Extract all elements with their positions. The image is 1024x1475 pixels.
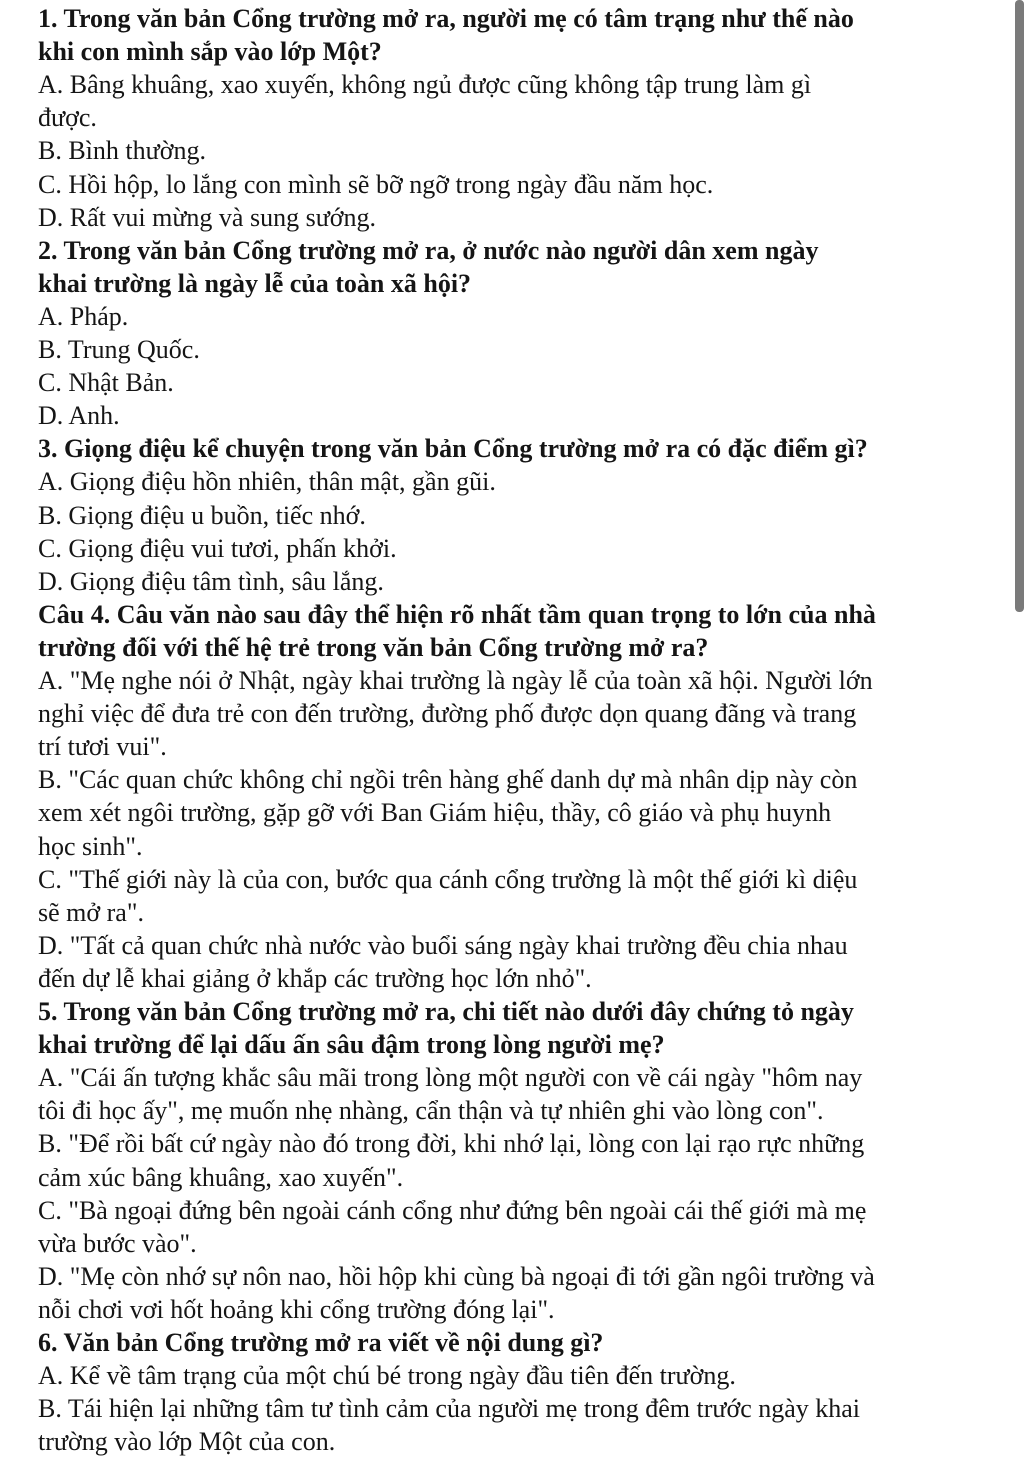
question-4-option-d-line-2: đến dự lễ khai giảng ở khắp các trường học lớn nhỏ". bbox=[38, 963, 592, 993]
question-6-option-a: A. Kể về tâm trạng của một chú bé trong ngày đầu tiên đến trường. bbox=[38, 1361, 736, 1391]
question-3-option-b: B. Giọng điệu u buồn, tiếc nhớ. bbox=[38, 500, 366, 530]
question-4-option-a-line-1: A. "Mẹ nghe nói ở Nhật, ngày khai trường là ngày lễ của toàn xã hội. Người lớn bbox=[38, 666, 873, 695]
question-1-title-line-2: khi con mình sắp vào lớp Một? bbox=[38, 37, 382, 67]
question-5-option-b-line-1: B. "Để rồi bất cứ ngày nào đó trong đời, khi nhớ lại, lòng con lại rạo rực những bbox=[38, 1129, 865, 1159]
question-6-title: 6. Văn bản Cổng trường mở ra viết về nội dung gì? bbox=[38, 1328, 604, 1357]
question-4-title-line-1: Câu 4. Câu văn nào sau đây thể hiện rõ nhất tầm quan trọng to lớn của nhà bbox=[38, 599, 876, 629]
question-1-option-d: D. Rất vui mừng và sung sướng. bbox=[38, 202, 377, 232]
question-2-option-a: A. Pháp. bbox=[38, 301, 129, 331]
question-1-title-line-1: 1. Trong văn bản Cổng trường mở ra, người mẹ có tâm trạng như thế nào bbox=[38, 4, 854, 33]
question-4-option-d-line-1: D. "Tất cả quan chức nhà nước vào buổi sáng ngày khai trường đều chia nhau bbox=[38, 930, 848, 960]
question-4-option-a-line-2: nghỉ việc để đưa trẻ con đến trường, đường phố được dọn quang đãng và trang bbox=[38, 699, 857, 729]
question-6-option-b-line-2: trường vào lớp Một của con. bbox=[38, 1427, 336, 1457]
question-4-option-a-line-3: trí tươi vui". bbox=[38, 732, 167, 762]
question-4-option-b-line-3: học sinh". bbox=[38, 831, 143, 861]
question-2-option-b: B. Trung Quốc. bbox=[38, 335, 200, 364]
question-1-option-a-line-2: được. bbox=[38, 103, 97, 133]
question-3-option-c: C. Giọng điệu vui tươi, phấn khởi. bbox=[38, 533, 397, 563]
question-5-option-b-line-2: cảm xúc bâng khuâng, xao xuyến". bbox=[38, 1162, 404, 1192]
question-5-option-c-line-1: C. "Bà ngoại đứng bên ngoài cánh cổng như đứng bên ngoài cái thế giới mà mẹ bbox=[38, 1195, 867, 1225]
question-5-title-line-2: khai trường để lại dấu ấn sâu đậm trong lòng người mẹ? bbox=[38, 1030, 665, 1060]
question-5-title-line-1: 5. Trong văn bản Cổng trường mở ra, chi tiết nào dưới đây chứng tỏ ngày bbox=[38, 997, 854, 1026]
question-2-option-c: C. Nhật Bản. bbox=[38, 368, 174, 398]
question-5-option-a-line-2: tôi đi học ấy", mẹ muốn nhẹ nhàng, cẩn thận và tự nhiên ghi vào lòng con". bbox=[38, 1096, 824, 1126]
question-1-option-b: B. Bình thường. bbox=[38, 136, 206, 166]
question-2-option-d: D. Anh. bbox=[38, 401, 120, 431]
question-1-option-c: C. Hồi hộp, lo lắng con mình sẽ bỡ ngỡ trong ngày đầu năm học. bbox=[38, 169, 714, 199]
question-3-option-d: D. Giọng điệu tâm tình, sâu lắng. bbox=[38, 566, 384, 596]
question-3-title: 3. Giọng điệu kể chuyện trong văn bản Cổng trường mở ra có đặc điểm gì? bbox=[38, 434, 868, 464]
question-4-option-b-line-1: B. "Các quan chức không chỉ ngồi trên hàng ghế danh dự mà nhân dịp này còn bbox=[38, 765, 858, 795]
question-5-option-d-line-1: D. "Mẹ còn nhớ sự nôn nao, hồi hộp khi cùng bà ngoại đi tới gần ngôi trường và bbox=[38, 1261, 875, 1291]
question-4-option-c-line-1: C. "Thế giới này là của con, bước qua cánh cổng trường là một thế giới kì diệu bbox=[38, 864, 858, 894]
question-2-title-line-1: 2. Trong văn bản Cổng trường mở ra, ở nước nào người dân xem ngày bbox=[38, 235, 819, 265]
question-5-option-c-line-2: vừa bước vào". bbox=[38, 1228, 197, 1258]
question-1-option-a-line-1: A. Bâng khuâng, xao xuyến, không ngủ được cũng không tập trung làm gì bbox=[38, 70, 812, 100]
question-3-option-a: A. Giọng điệu hồn nhiên, thân mật, gần gũi. bbox=[38, 467, 496, 497]
question-4-title-line-2: trường đối với thế hệ trẻ trong văn bản Cổng trường mở ra? bbox=[38, 632, 709, 662]
question-2-title-line-2: khai trường là ngày lễ của toàn xã hội? bbox=[38, 268, 472, 298]
question-6-option-b-line-1: B. Tái hiện lại những tâm tư tình cảm của người mẹ trong đêm trước ngày khai bbox=[38, 1394, 861, 1424]
question-4-option-b-line-2: xem xét ngôi trường, gặp gỡ với Ban Giám hiệu, thầy, cô giáo và phụ huynh bbox=[38, 798, 832, 828]
question-5-option-d-line-2: nỗi chơi vơi hốt hoảng khi cổng trường đóng lại". bbox=[38, 1294, 555, 1324]
vertical-scrollbar-thumb[interactable] bbox=[1015, 0, 1024, 612]
question-4-option-c-line-2: sẽ mở ra". bbox=[38, 897, 144, 927]
question-5-option-a-line-1: A. "Cái ấn tượng khắc sâu mãi trong lòng một người con về cái ngày "hôm nay bbox=[38, 1063, 863, 1093]
